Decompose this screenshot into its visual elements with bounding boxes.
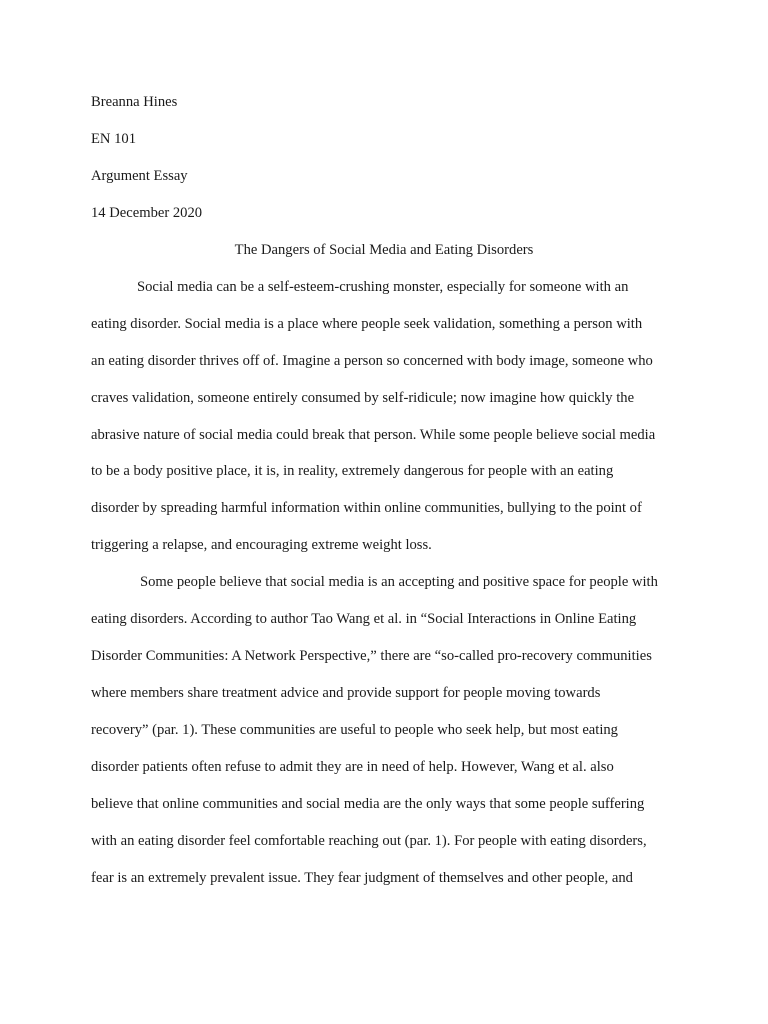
paragraph-line: eating disorders. According to author Tao Wang et al. in “Social Interactions in Online Eating [91,611,637,627]
essay-date: 14 December 2020 [91,205,203,221]
paragraph-line: recovery” (par. 1). These communities are useful to people who seek help, but most eating [91,722,618,738]
paragraph-line: with an eating disorder feel comfortable reaching out (par. 1). For people with eating disorders, [91,833,647,849]
paragraph-line: Social media can be a self-esteem-crushing monster, especially for someone with an [137,279,629,295]
assignment-name: Argument Essay [91,168,188,184]
paragraph-line: Some people believe that social media is an accepting and positive space for people with [140,574,658,590]
essay-title: The Dangers of Social Media and Eating Disorders [234,242,534,258]
paragraph-line: triggering a relapse, and encouraging extreme weight loss. [91,537,432,553]
paragraph-line: craves validation, someone entirely consumed by self-ridicule; now imagine how quickly the [91,390,635,406]
paragraph-line: abrasive nature of social media could break that person. While some people believe social media [91,427,656,443]
paragraph-line: eating disorder. Social media is a place where people seek validation, something a person with [91,316,643,332]
paragraph-line: Disorder Communities: A Network Perspective,” there are “so-called pro-recovery communities [91,648,652,664]
course-name: EN 101 [91,131,136,147]
paragraph-line: where members share treatment advice and provide support for people moving towards [91,685,601,701]
paragraph-line: believe that online communities and social media are the only ways that some people suffering [91,796,645,812]
paragraph-line: disorder by spreading harmful information within online communities, bullying to the point of [91,500,642,516]
author-name: Breanna Hines [91,94,178,110]
paragraph-line: to be a body positive place, it is, in reality, extremely dangerous for people with an eating [91,463,614,479]
paragraph-line: an eating disorder thrives off of. Imagine a person so concerned with body image, someone who [91,353,653,369]
paragraph-line: fear is an extremely prevalent issue. They fear judgment of themselves and other people, and [91,870,633,886]
paragraph-line: disorder patients often refuse to admit they are in need of help. However, Wang et al. also [91,759,614,775]
